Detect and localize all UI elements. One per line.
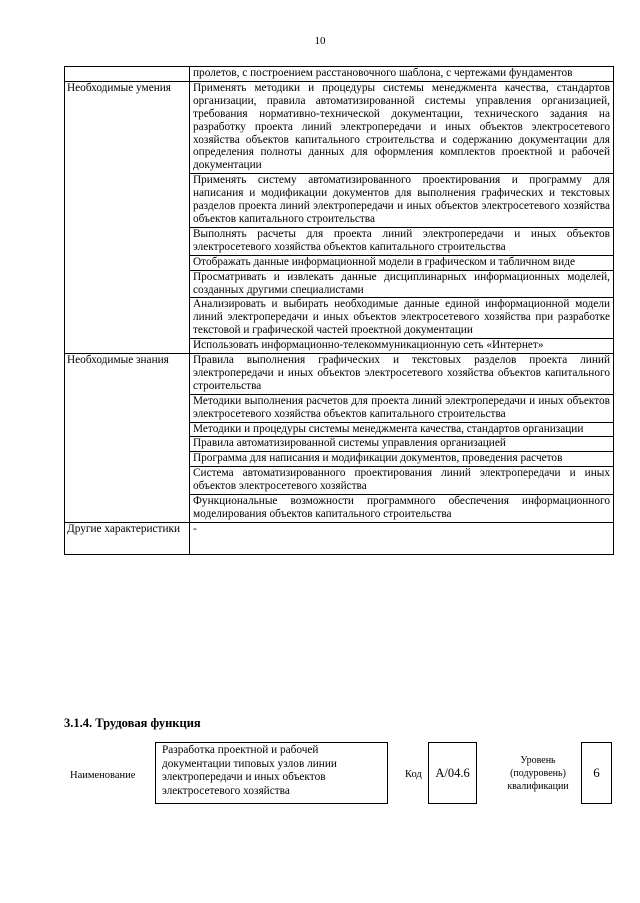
row-text: Методики и процедуры системы менеджмента качества, стандартов организации — [190, 422, 614, 437]
row-text: Программа для написания и модификации документов, проведения расчетов — [190, 452, 614, 467]
row-text: Применять систему автоматизированного проектирования и программу для написания и модификации документов для выполнения графических и текстовых разделов проекта линий электропередачи и иных объектов электросетевого хозяйства объектов капитального строительства — [190, 174, 614, 228]
row-text: Выполнять расчеты для проекта линий электропередачи и иных объектов электросетевого хозяйства объектов капитального строительства — [190, 227, 614, 255]
table-row — [65, 81, 614, 173]
row-text: Правила автоматизированной системы управления организацией — [190, 437, 614, 452]
row-text: Анализировать и выбирать необходимые данные единой информационной модели линий электропередачи и иных объектов электросетевого хозяйства при разработке текстовой и графической частей проектной документации — [190, 298, 614, 339]
row-label-other: Другие характеристики — [65, 522, 190, 554]
row-label-knowledge: Необходимые знания — [65, 354, 190, 523]
table-row — [65, 522, 614, 554]
row-text: Система автоматизированного проектирования линий электропередачи и иных объектов электросетевого хозяйства — [190, 467, 614, 495]
name-label: Наименование — [70, 770, 136, 781]
labor-function-row — [64, 742, 613, 806]
name-value: Разработка проектной и рабочей документации типовых узлов линии электропередачи и иных объектов электросетевого хозяйства — [155, 742, 388, 804]
level-value: 6 — [581, 742, 612, 804]
row-label — [65, 67, 190, 82]
level-label: Уровень (подуровень) квалификации — [507, 755, 569, 792]
row-text: Применять методики и процедуры системы менеджмента качества, стандартов организации, правила автоматизированной системы управления организацией, требования нормативно-технической документации, технического задания на разработку проекта линий электропередачи и иных объектов электросетевого хозяйства объектов капитального строительства и содержанию документации для определения полноты данных для оформления комплектов проектной и рабочей документации — [190, 81, 614, 173]
row-text: Правила выполнения графических и текстовых разделов проекта линий электропередачи и иных объектов электросетевого хозяйства объектов капитального строительства — [190, 354, 614, 395]
page-number: 10 — [314, 35, 326, 47]
row-label-skills: Необходимые умения — [65, 81, 190, 353]
row-text: Методики выполнения расчетов для проекта линий электропередачи и иных объектов электросетевого хозяйства объектов капитального строительства — [190, 394, 614, 422]
row-text: Отображать данные информационной модели в графическом и табличном виде — [190, 255, 614, 270]
code-value: A/04.6 — [428, 742, 477, 804]
row-text: Функциональные возможности программного обеспечения информационного моделирования объектов капитального строительства — [190, 495, 614, 523]
table-row — [65, 67, 614, 82]
row-text: Просматривать и извлекать данные дисциплинарных информационных моделей, созданных другими специалистами — [190, 270, 614, 298]
competency-table — [64, 66, 614, 555]
section-heading: 3.1.4. Трудовая функция — [64, 716, 201, 730]
row-text: пролетов, с построением расстановочного шаблона, с чертежами фундаментов — [190, 67, 614, 82]
row-text: - — [190, 522, 614, 554]
row-text: Использовать информационно-телекоммуникационную сеть «Интернет» — [190, 339, 614, 354]
code-label: Код — [405, 769, 422, 780]
table-row — [65, 354, 614, 395]
